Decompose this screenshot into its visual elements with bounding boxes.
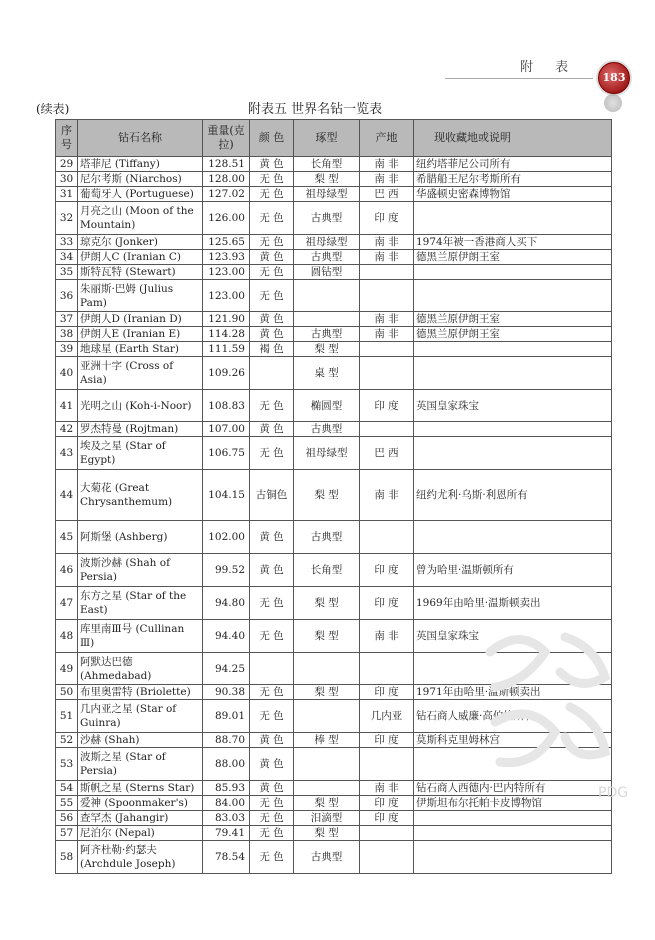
row-no: 41 xyxy=(56,390,78,422)
row-origin: 南 非 xyxy=(360,327,414,342)
row-shape: 长角型 xyxy=(294,554,360,587)
row-origin xyxy=(360,280,414,312)
row-weight: 84.00 xyxy=(203,796,250,811)
row-owner: 1971年由哈里·温斯顿卖出 xyxy=(414,685,612,700)
row-name: 库里南Ⅲ号 (Cullinan Ⅲ) xyxy=(78,620,203,653)
table-row xyxy=(56,521,612,554)
row-owner xyxy=(414,748,612,781)
row-shape xyxy=(294,280,360,312)
row-color: 黄 色 xyxy=(250,748,294,781)
row-owner: 德黑兰原伊朗王室 xyxy=(414,250,612,265)
row-no: 47 xyxy=(56,587,78,620)
table-row xyxy=(56,796,612,811)
row-origin: 南 非 xyxy=(360,157,414,172)
row-weight: 128.00 xyxy=(203,172,250,187)
row-color: 无 色 xyxy=(250,437,294,470)
row-weight: 83.03 xyxy=(203,811,250,826)
row-owner xyxy=(414,521,612,554)
row-origin: 几内亚 xyxy=(360,700,414,733)
row-owner: 莫斯科克里姆林宫 xyxy=(414,733,612,748)
row-origin xyxy=(360,826,414,841)
row-color: 黄 色 xyxy=(250,521,294,554)
row-name: 亚洲十字 (Cross of Asia) xyxy=(78,357,203,390)
row-owner: 1974年被一香港商人买下 xyxy=(414,235,612,250)
row-shape: 古典型 xyxy=(294,422,360,437)
watermark-text: PDG xyxy=(598,785,629,801)
row-name: 爱神 (Spoonmaker's) xyxy=(78,796,203,811)
row-no: 39 xyxy=(56,342,78,357)
pearl-ornament-icon xyxy=(604,94,622,112)
row-shape: 梨 型 xyxy=(294,342,360,357)
row-no: 29 xyxy=(56,157,78,172)
row-no: 35 xyxy=(56,265,78,280)
continued-label: (续表) xyxy=(36,102,70,116)
row-shape: 古典型 xyxy=(294,327,360,342)
row-weight: 89.01 xyxy=(203,700,250,733)
row-owner: 德黑兰原伊朗王室 xyxy=(414,327,612,342)
row-color: 黄 色 xyxy=(250,312,294,327)
row-shape: 祖母绿型 xyxy=(294,187,360,202)
row-origin: 印 度 xyxy=(360,390,414,422)
row-weight: 94.80 xyxy=(203,587,250,620)
table-row xyxy=(56,620,612,653)
table-row xyxy=(56,470,612,521)
table-row xyxy=(56,280,612,312)
row-no: 57 xyxy=(56,826,78,841)
row-weight: 123.93 xyxy=(203,250,250,265)
row-owner xyxy=(414,841,612,874)
row-no: 31 xyxy=(56,187,78,202)
row-owner: 伊斯坦布尔托帕卡皮博物馆 xyxy=(414,796,612,811)
row-no: 38 xyxy=(56,327,78,342)
table-row xyxy=(56,841,612,874)
row-weight: 90.38 xyxy=(203,685,250,700)
row-owner: 德黑兰原伊朗王室 xyxy=(414,312,612,327)
row-name: 伊朗人E (Iranian E) xyxy=(78,327,203,342)
row-owner: 英国皇家珠宝 xyxy=(414,620,612,653)
row-name: 东方之星 (Star of the East) xyxy=(78,587,203,620)
row-weight: 127.02 xyxy=(203,187,250,202)
row-weight: 107.00 xyxy=(203,422,250,437)
row-color: 无 色 xyxy=(250,826,294,841)
row-shape: 圆钻型 xyxy=(294,265,360,280)
row-owner xyxy=(414,357,612,390)
header-owner: 现收藏地或说明 xyxy=(414,120,612,157)
row-owner xyxy=(414,342,612,357)
page-number: 183 xyxy=(602,71,626,84)
row-weight: 123.00 xyxy=(203,265,250,280)
row-owner: 纽约塔菲尼公司所有 xyxy=(414,157,612,172)
row-no: 50 xyxy=(56,685,78,700)
row-name: 波斯之星 (Star of Persia) xyxy=(78,748,203,781)
row-shape: 梨 型 xyxy=(294,826,360,841)
row-color: 古铜色 xyxy=(250,470,294,521)
row-origin: 南 非 xyxy=(360,620,414,653)
row-shape xyxy=(294,312,360,327)
table-row xyxy=(56,265,612,280)
row-name: 塔菲尼 (Tiffany) xyxy=(78,157,203,172)
row-origin: 印 度 xyxy=(360,811,414,826)
row-weight: 88.00 xyxy=(203,748,250,781)
row-owner xyxy=(414,422,612,437)
row-color: 黄 色 xyxy=(250,781,294,796)
row-shape: 梨 型 xyxy=(294,620,360,653)
table-row xyxy=(56,554,612,587)
row-color: 无 色 xyxy=(250,796,294,811)
row-name: 斯特瓦特 (Stewart) xyxy=(78,265,203,280)
header-shape: 琢型 xyxy=(294,120,360,157)
row-color: 无 色 xyxy=(250,265,294,280)
row-color: 黄 色 xyxy=(250,327,294,342)
row-color: 无 色 xyxy=(250,187,294,202)
row-origin: 印 度 xyxy=(360,202,414,235)
table-row xyxy=(56,587,612,620)
row-color: 黄 色 xyxy=(250,157,294,172)
row-shape xyxy=(294,700,360,733)
row-weight: 104.15 xyxy=(203,470,250,521)
row-origin: 南 非 xyxy=(360,235,414,250)
row-color: 无 色 xyxy=(250,587,294,620)
row-weight: 99.52 xyxy=(203,554,250,587)
table-row xyxy=(56,202,612,235)
row-name: 罗杰特曼 (Rojtman) xyxy=(78,422,203,437)
page-number-badge xyxy=(598,62,630,94)
header-no: 序号 xyxy=(56,120,78,157)
table-row xyxy=(56,700,612,733)
row-no: 45 xyxy=(56,521,78,554)
row-shape: 古典型 xyxy=(294,841,360,874)
running-header: 附 表 xyxy=(520,60,578,75)
row-name: 查罕杰 (Jahangir) xyxy=(78,811,203,826)
row-owner xyxy=(414,826,612,841)
row-shape: 梨 型 xyxy=(294,172,360,187)
table-row xyxy=(56,653,612,685)
row-name: 朱丽斯·巴姆 (Julius Pam) xyxy=(78,280,203,312)
row-color: 褐 色 xyxy=(250,342,294,357)
row-shape: 梨 型 xyxy=(294,470,360,521)
header-name: 钻石名称 xyxy=(78,120,203,157)
row-origin: 南 非 xyxy=(360,781,414,796)
row-origin xyxy=(360,342,414,357)
row-shape: 祖母绿型 xyxy=(294,437,360,470)
row-origin: 印 度 xyxy=(360,733,414,748)
diamond-table xyxy=(55,119,612,874)
row-name: 尼尔考斯 (Niarchos) xyxy=(78,172,203,187)
row-name: 几内亚之星 (Star of Guinra) xyxy=(78,700,203,733)
row-no: 43 xyxy=(56,437,78,470)
row-color: 无 色 xyxy=(250,235,294,250)
row-no: 40 xyxy=(56,357,78,390)
row-weight: 78.54 xyxy=(203,841,250,874)
row-weight: 79.41 xyxy=(203,826,250,841)
row-no: 55 xyxy=(56,796,78,811)
row-shape: 祖母绿型 xyxy=(294,235,360,250)
row-color: 无 色 xyxy=(250,685,294,700)
row-owner xyxy=(414,265,612,280)
row-origin: 南 非 xyxy=(360,172,414,187)
row-no: 34 xyxy=(56,250,78,265)
row-name: 波斯沙赫 (Shah of Persia) xyxy=(78,554,203,587)
row-owner: 钻石商人西德内·巴内特所有 xyxy=(414,781,612,796)
row-origin xyxy=(360,841,414,874)
row-weight: 88.70 xyxy=(203,733,250,748)
row-color: 无 色 xyxy=(250,700,294,733)
row-name: 葡萄牙人 (Portuguese) xyxy=(78,187,203,202)
row-shape xyxy=(294,748,360,781)
table-title: 附表五 世界名钻一览表 xyxy=(248,102,383,117)
header-origin: 产地 xyxy=(360,120,414,157)
table-row xyxy=(56,748,612,781)
table-row xyxy=(56,157,612,172)
table-row xyxy=(56,187,612,202)
row-origin: 巴 西 xyxy=(360,437,414,470)
row-shape: 汨滴型 xyxy=(294,811,360,826)
row-no: 54 xyxy=(56,781,78,796)
row-owner: 纽约尤利·乌斯·利恩所有 xyxy=(414,470,612,521)
row-name: 阿斯堡 (Ashberg) xyxy=(78,521,203,554)
row-name: 伊朗人D (Iranian D) xyxy=(78,312,203,327)
row-color: 黄 色 xyxy=(250,554,294,587)
row-owner: 曾为哈里·温斯顿所有 xyxy=(414,554,612,587)
header-rule xyxy=(445,78,593,79)
row-shape: 长角型 xyxy=(294,157,360,172)
table-row xyxy=(56,826,612,841)
row-origin: 南 非 xyxy=(360,250,414,265)
row-name: 斯帆之星 (Sterns Star) xyxy=(78,781,203,796)
row-owner xyxy=(414,653,612,685)
table-header-row xyxy=(56,120,612,157)
row-shape: 桌 型 xyxy=(294,357,360,390)
row-owner: 华盛顿史密森博物馆 xyxy=(414,187,612,202)
row-weight: 108.83 xyxy=(203,390,250,422)
row-color: 无 色 xyxy=(250,841,294,874)
row-weight: 126.00 xyxy=(203,202,250,235)
row-no: 36 xyxy=(56,280,78,312)
row-name: 琼克尔 (Jonker) xyxy=(78,235,203,250)
row-color: 黄 色 xyxy=(250,733,294,748)
row-color: 无 色 xyxy=(250,811,294,826)
row-shape: 梨 型 xyxy=(294,587,360,620)
row-name: 阿齐杜勒·约瑟夫 (Archdule Joseph) xyxy=(78,841,203,874)
row-color: 黄 色 xyxy=(250,422,294,437)
row-owner: 英国皇家珠宝 xyxy=(414,390,612,422)
table-row xyxy=(56,422,612,437)
row-color xyxy=(250,357,294,390)
row-no: 53 xyxy=(56,748,78,781)
table-row xyxy=(56,685,612,700)
row-owner: 1969年由哈里·温斯顿卖出 xyxy=(414,587,612,620)
row-weight: 106.75 xyxy=(203,437,250,470)
row-origin xyxy=(360,265,414,280)
row-owner xyxy=(414,437,612,470)
table-row xyxy=(56,390,612,422)
table-row xyxy=(56,312,612,327)
row-no: 44 xyxy=(56,470,78,521)
row-color: 无 色 xyxy=(250,390,294,422)
row-name: 光明之山 (Koh-i-Noor) xyxy=(78,390,203,422)
row-origin xyxy=(360,521,414,554)
header-color: 颜 色 xyxy=(250,120,294,157)
row-no: 37 xyxy=(56,312,78,327)
row-weight: 102.00 xyxy=(203,521,250,554)
row-name: 伊朗人C (Iranian C) xyxy=(78,250,203,265)
row-name: 布里奥雷特 (Briolette) xyxy=(78,685,203,700)
row-weight: 94.40 xyxy=(203,620,250,653)
row-name: 大菊花 (Great Chrysanthemum) xyxy=(78,470,203,521)
row-no: 33 xyxy=(56,235,78,250)
row-shape: 梨 型 xyxy=(294,685,360,700)
row-owner: 钻石商人威廉·高伯格所有 xyxy=(414,700,612,733)
row-shape: 棒 型 xyxy=(294,733,360,748)
row-origin: 印 度 xyxy=(360,796,414,811)
row-owner xyxy=(414,202,612,235)
table-row xyxy=(56,327,612,342)
row-color: 无 色 xyxy=(250,620,294,653)
row-weight: 121.90 xyxy=(203,312,250,327)
table-row xyxy=(56,357,612,390)
row-no: 30 xyxy=(56,172,78,187)
row-no: 49 xyxy=(56,653,78,685)
row-shape xyxy=(294,781,360,796)
row-weight: 114.28 xyxy=(203,327,250,342)
table-row xyxy=(56,235,612,250)
row-weight: 123.00 xyxy=(203,280,250,312)
row-color: 无 色 xyxy=(250,202,294,235)
row-color: 黄 色 xyxy=(250,250,294,265)
row-color: 无 色 xyxy=(250,280,294,312)
row-no: 46 xyxy=(56,554,78,587)
row-weight: 125.65 xyxy=(203,235,250,250)
row-weight: 85.93 xyxy=(203,781,250,796)
row-weight: 109.26 xyxy=(203,357,250,390)
row-origin: 印 度 xyxy=(360,554,414,587)
row-weight: 128.51 xyxy=(203,157,250,172)
row-no: 56 xyxy=(56,811,78,826)
row-origin xyxy=(360,748,414,781)
row-no: 42 xyxy=(56,422,78,437)
row-shape: 古典型 xyxy=(294,521,360,554)
row-shape: 椭圆型 xyxy=(294,390,360,422)
row-name: 埃及之星 (Star of Egypt) xyxy=(78,437,203,470)
row-name: 沙赫 (Shah) xyxy=(78,733,203,748)
row-no: 52 xyxy=(56,733,78,748)
row-shape: 古典型 xyxy=(294,250,360,265)
row-origin: 南 非 xyxy=(360,312,414,327)
table-row xyxy=(56,172,612,187)
row-shape: 梨 型 xyxy=(294,796,360,811)
table-row xyxy=(56,342,612,357)
row-name: 阿默达巴德 (Ahmedabad) xyxy=(78,653,203,685)
row-origin xyxy=(360,653,414,685)
row-no: 51 xyxy=(56,700,78,733)
row-origin xyxy=(360,357,414,390)
row-name: 地球星 (Earth Star) xyxy=(78,342,203,357)
row-origin xyxy=(360,422,414,437)
table-row xyxy=(56,781,612,796)
table-row xyxy=(56,437,612,470)
row-weight: 94.25 xyxy=(203,653,250,685)
row-shape: 古典型 xyxy=(294,202,360,235)
header-weight: 重量(克拉) xyxy=(203,120,250,157)
row-shape xyxy=(294,653,360,685)
row-no: 58 xyxy=(56,841,78,874)
row-name: 尼泊尔 (Nepal) xyxy=(78,826,203,841)
row-origin: 南 非 xyxy=(360,470,414,521)
row-origin: 巴 西 xyxy=(360,187,414,202)
row-color: 无 色 xyxy=(250,172,294,187)
row-color xyxy=(250,653,294,685)
row-origin: 印 度 xyxy=(360,685,414,700)
row-no: 32 xyxy=(56,202,78,235)
row-weight: 111.59 xyxy=(203,342,250,357)
row-no: 48 xyxy=(56,620,78,653)
row-owner xyxy=(414,280,612,312)
row-origin: 印 度 xyxy=(360,587,414,620)
row-owner xyxy=(414,811,612,826)
table-row xyxy=(56,811,612,826)
row-name: 月亮之山 (Moon of the Mountain) xyxy=(78,202,203,235)
table-row xyxy=(56,250,612,265)
row-owner: 希腊船王尼尔考斯所有 xyxy=(414,172,612,187)
table-row xyxy=(56,733,612,748)
